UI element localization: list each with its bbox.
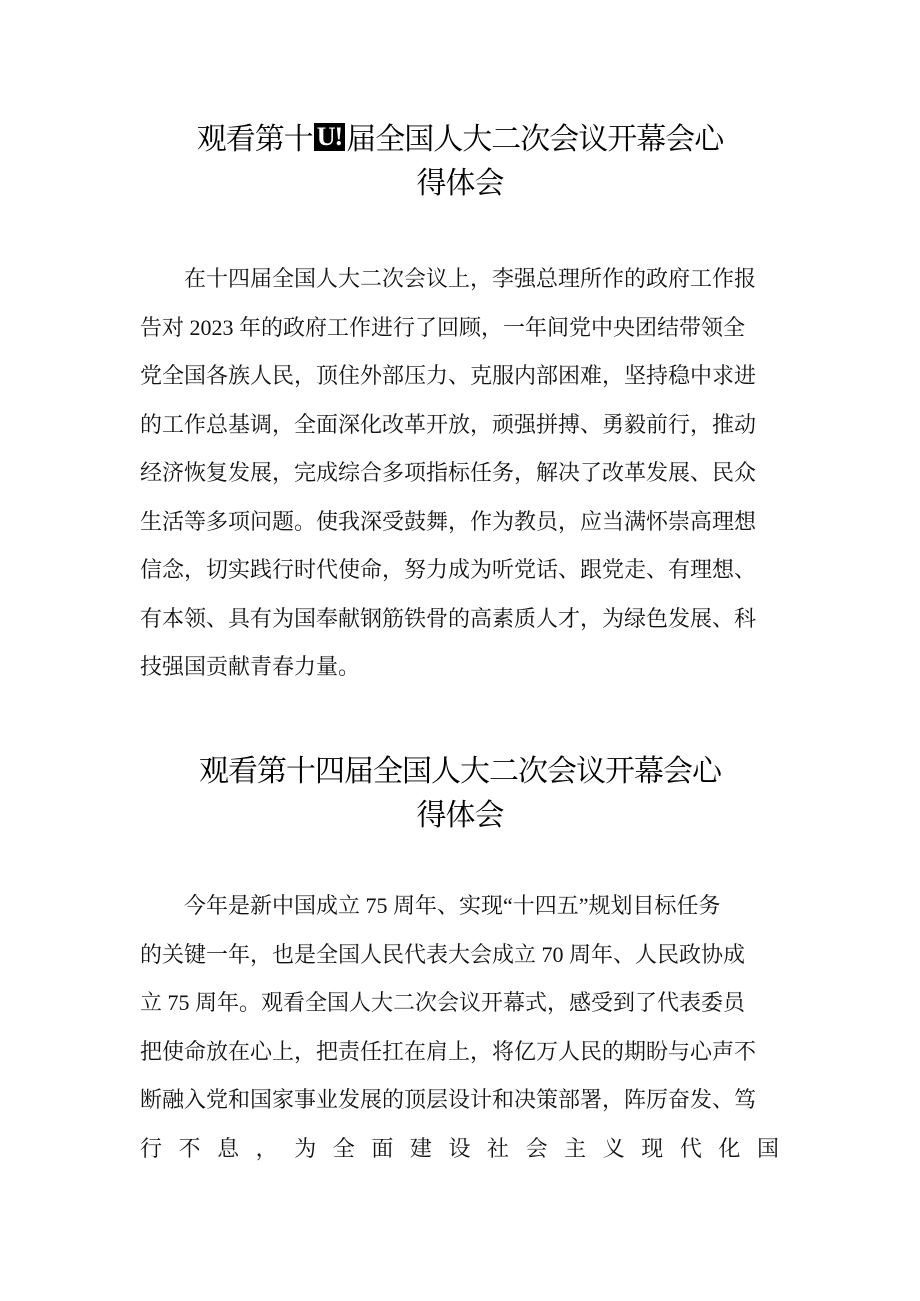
- paragraph-line: 的工作总基调，全面深化改革开放，顽强拼搏、勇毅前行，推动: [140, 411, 757, 437]
- section1-title-line1: [0, 118, 920, 162]
- paragraph-line: 技强国贡献青春力量。: [140, 654, 361, 679]
- paragraph-line: 今年是新中国成立 75 周年、实现“十四五”规划目标任务: [184, 893, 721, 918]
- section2-paragraph: [140, 882, 785, 1173]
- section2-title-line1: 观看第十四届全国人大二次会议开幕会心: [199, 754, 721, 789]
- paragraph-line: 在十四届全国人大二次会议上，李强总理所作的政府工作报: [184, 266, 757, 291]
- paragraph-line: 把使命放在心上，把责任扛在肩上，将亿万人民的期盼与心声不: [140, 1038, 757, 1064]
- section1-title-prefix: 观看第十: [196, 122, 313, 157]
- paragraph-line: 有本领、具有为国奉献钢筋铁骨的高素质人才，为绿色发展、科: [140, 605, 757, 631]
- section1-paragraph: [140, 255, 785, 692]
- paragraph-line: 生活等多项问题。使我深受鼓舞，作为教员，应当满怀崇高理想: [140, 508, 757, 534]
- paragraph-line: 断融入党和国家事业发展的顶层设计和决策部署，阵厉奋发、笃: [140, 1087, 757, 1112]
- paragraph-line: 党全国各族人民，顶住外部压力、克服内部困难，坚持稳中求进: [140, 363, 757, 388]
- section2-title-line2: 得体会: [416, 798, 504, 833]
- section1-title-glitch: U!: [314, 123, 345, 151]
- section2-title: [0, 750, 920, 838]
- paragraph-line: 经济恢复发展，完成综合多项指标任务，解决了改革发展、民众: [140, 460, 757, 485]
- section1-title-line2: 得体会: [416, 166, 504, 201]
- paragraph-line: 信念，切实践行时代使命，努力成为听党话、跟党走、有理想、: [140, 557, 757, 582]
- section1-title: [0, 118, 920, 206]
- section1-title-suffix: 届全国人大二次会议开幕会心: [346, 122, 724, 157]
- paragraph-line: 行不息，为全面建设社会主义现代化国: [140, 1135, 785, 1161]
- paragraph-line: 告对 2023 年的政府工作进行了回顾，一年间党中央团结带领全: [140, 314, 746, 340]
- paragraph-line: 的关键一年，也是全国人民代表大会成立 70 周年、人民政协成: [140, 941, 746, 967]
- paragraph-line: 立 75 周年。观看全国人大二次会议开幕式，感受到了代表委员: [140, 990, 746, 1015]
